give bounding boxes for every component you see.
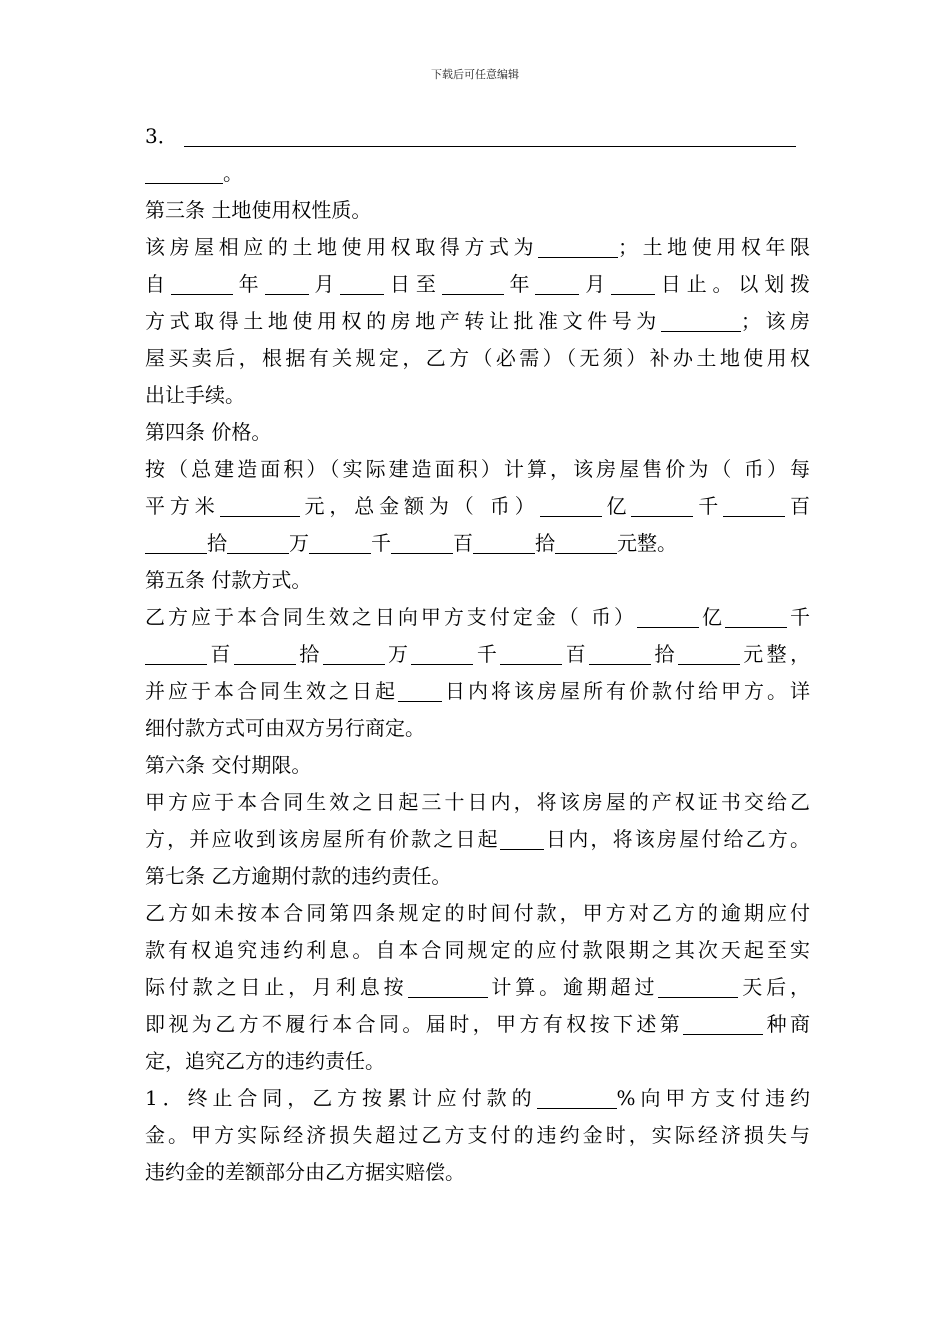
text-segment: 月 xyxy=(308,272,341,296)
text-line: 违约金的差额部分由乙方据实赔偿。 xyxy=(145,1160,465,1184)
text-line: 定，追究乙方的违约责任。 xyxy=(145,1049,385,1073)
text-segment: 日内，将该房屋付给乙方。 xyxy=(543,827,810,851)
fill-blank xyxy=(473,531,535,554)
fill-blank xyxy=(340,272,384,295)
text-line xyxy=(145,969,810,1006)
fill-blank xyxy=(500,642,562,665)
fill-blank xyxy=(145,161,223,184)
text-segment: 元，总金额为（ 币） xyxy=(299,494,540,518)
text-segment: 计算。逾期超过 xyxy=(487,975,659,999)
text-segment: ；土地使用权年限 xyxy=(618,235,810,259)
fill-blank xyxy=(538,235,618,258)
fill-blank xyxy=(683,1012,763,1035)
text-segment: %向甲方支付违约 xyxy=(616,1086,810,1110)
text-segment: 亿 xyxy=(699,605,726,629)
fill-blank xyxy=(631,494,693,517)
fill-blank xyxy=(637,605,699,628)
text-segment: 1．终止合同，乙方按累计应付款的 xyxy=(145,1086,537,1110)
list-number: 3． xyxy=(145,124,178,148)
text-segment: 百 xyxy=(207,642,234,666)
text-segment: 年 xyxy=(503,272,536,296)
fill-blank xyxy=(589,642,651,665)
text-segment: 。 xyxy=(223,161,243,185)
text-segment: 日至 xyxy=(384,272,442,296)
text-line xyxy=(145,525,810,562)
text-segment: 万 xyxy=(384,642,412,666)
text-segment: ；该房 xyxy=(740,309,810,333)
text-segment: 千 xyxy=(693,494,724,518)
text-line xyxy=(145,599,810,636)
fill-blank xyxy=(661,309,741,332)
article-3-heading: 第三条 土地使用权性质。 xyxy=(145,198,372,222)
fill-blank xyxy=(537,1086,617,1109)
fill-blank xyxy=(391,531,453,554)
fill-blank xyxy=(678,642,740,665)
fill-blank xyxy=(184,124,796,147)
text-segment: 元整， xyxy=(739,642,810,666)
text-segment: 乙方应于本合同生效之日向甲方支付定金（ 币） xyxy=(145,605,638,629)
fill-blank xyxy=(145,642,207,665)
text-segment: 拾 xyxy=(207,531,227,555)
text-line xyxy=(145,1006,810,1043)
text-segment: 并应于本合同生效之日起 xyxy=(145,679,398,703)
clause-3-blank-line xyxy=(145,118,810,155)
text-segment: 年 xyxy=(232,272,265,296)
text-line xyxy=(145,673,810,710)
page-header: 下载后可任意编辑 xyxy=(431,68,519,81)
fill-blank xyxy=(411,642,473,665)
text-segment: 拾 xyxy=(651,642,678,666)
text-line: 款有权追究违约利息。自本合同规定的应付款限期之其次天起至实 xyxy=(145,938,810,962)
text-segment: 自 xyxy=(145,272,171,296)
fill-blank xyxy=(145,531,207,554)
fill-blank xyxy=(725,605,787,628)
text-segment: 拾 xyxy=(535,531,555,555)
text-line xyxy=(145,1080,810,1117)
fill-blank xyxy=(611,272,655,295)
fill-blank xyxy=(398,679,442,702)
article-7-heading: 第七条 乙方逾期付款的违约责任。 xyxy=(145,864,452,888)
text-line: 乙方如未按本合同第四条规定的时间付款，甲方对乙方的逾期应付 xyxy=(145,901,810,925)
text-segment: 该房屋相应的土地使用权取得方式为 xyxy=(145,235,539,259)
text-segment: 即视为乙方不履行本合同。届时，甲方有权按下述第 xyxy=(145,1012,684,1036)
article-4-heading: 第四条 价格。 xyxy=(145,420,272,444)
text-line xyxy=(145,488,810,525)
text-segment: 种商 xyxy=(763,1012,810,1036)
text-segment: 元整。 xyxy=(617,531,677,555)
article-5-heading: 第五条 付款方式。 xyxy=(145,568,312,592)
fill-blank xyxy=(723,494,785,517)
text-line: 按（总建造面积）（实际建造面积）计算，该房屋售价为（ 币）每 xyxy=(145,457,810,481)
text-segment: 亿 xyxy=(601,494,632,518)
text-segment: 千 xyxy=(787,605,810,629)
fill-blank xyxy=(500,827,544,850)
fill-blank xyxy=(658,975,738,998)
text-line: 屋买卖后，根据有关规定，乙方（必需）（无须）补办土地使用权 xyxy=(145,346,810,370)
text-segment: 际付款之日止，月利息按 xyxy=(145,975,408,999)
fill-blank xyxy=(408,975,488,998)
fill-blank xyxy=(323,642,385,665)
text-segment: 方式取得土地使用权的房地产转让批准文件号为 xyxy=(145,309,661,333)
text-segment: 日止。以划拨 xyxy=(655,272,810,296)
fill-blank xyxy=(234,642,296,665)
text-line: 甲方应于本合同生效之日起三十日内，将该房屋的产权证书交给乙 xyxy=(145,790,810,814)
fill-blank xyxy=(540,494,602,517)
fill-blank xyxy=(220,494,300,517)
text-segment: 百 xyxy=(562,642,590,666)
text-segment: 千 xyxy=(371,531,391,555)
document-body xyxy=(145,118,810,1191)
fill-blank xyxy=(309,531,371,554)
text-line: 细付款方式可由双方另行商定。 xyxy=(145,716,425,740)
text-segment: 平方米 xyxy=(145,494,220,518)
text-line xyxy=(145,303,810,340)
text-segment: 千 xyxy=(473,642,501,666)
text-line xyxy=(145,821,810,858)
text-line: 金。甲方实际经济损失超过乙方支付的违约金时，实际经济损失与 xyxy=(145,1123,810,1147)
text-segment: 月 xyxy=(579,272,612,296)
fill-blank xyxy=(227,531,289,554)
fill-blank xyxy=(171,272,233,295)
text-line xyxy=(145,229,810,266)
fill-blank xyxy=(555,531,617,554)
fill-blank xyxy=(535,272,579,295)
text-segment: 万 xyxy=(289,531,309,555)
text-segment: 方，并应收到该房屋所有价款之日起 xyxy=(145,827,500,851)
text-line xyxy=(145,266,810,303)
text-segment: 天后， xyxy=(738,975,810,999)
fill-blank xyxy=(265,272,309,295)
text-segment: 百 xyxy=(785,494,810,518)
text-segment: 日内将该房屋所有价款付给甲方。详 xyxy=(442,679,810,703)
article-6-heading: 第六条 交付期限。 xyxy=(145,753,312,777)
text-segment: 拾 xyxy=(295,642,323,666)
clause-3-blank-tail xyxy=(145,155,810,192)
fill-blank xyxy=(442,272,504,295)
text-line xyxy=(145,636,810,673)
text-line: 出让手续。 xyxy=(145,383,245,407)
text-segment: 百 xyxy=(453,531,473,555)
